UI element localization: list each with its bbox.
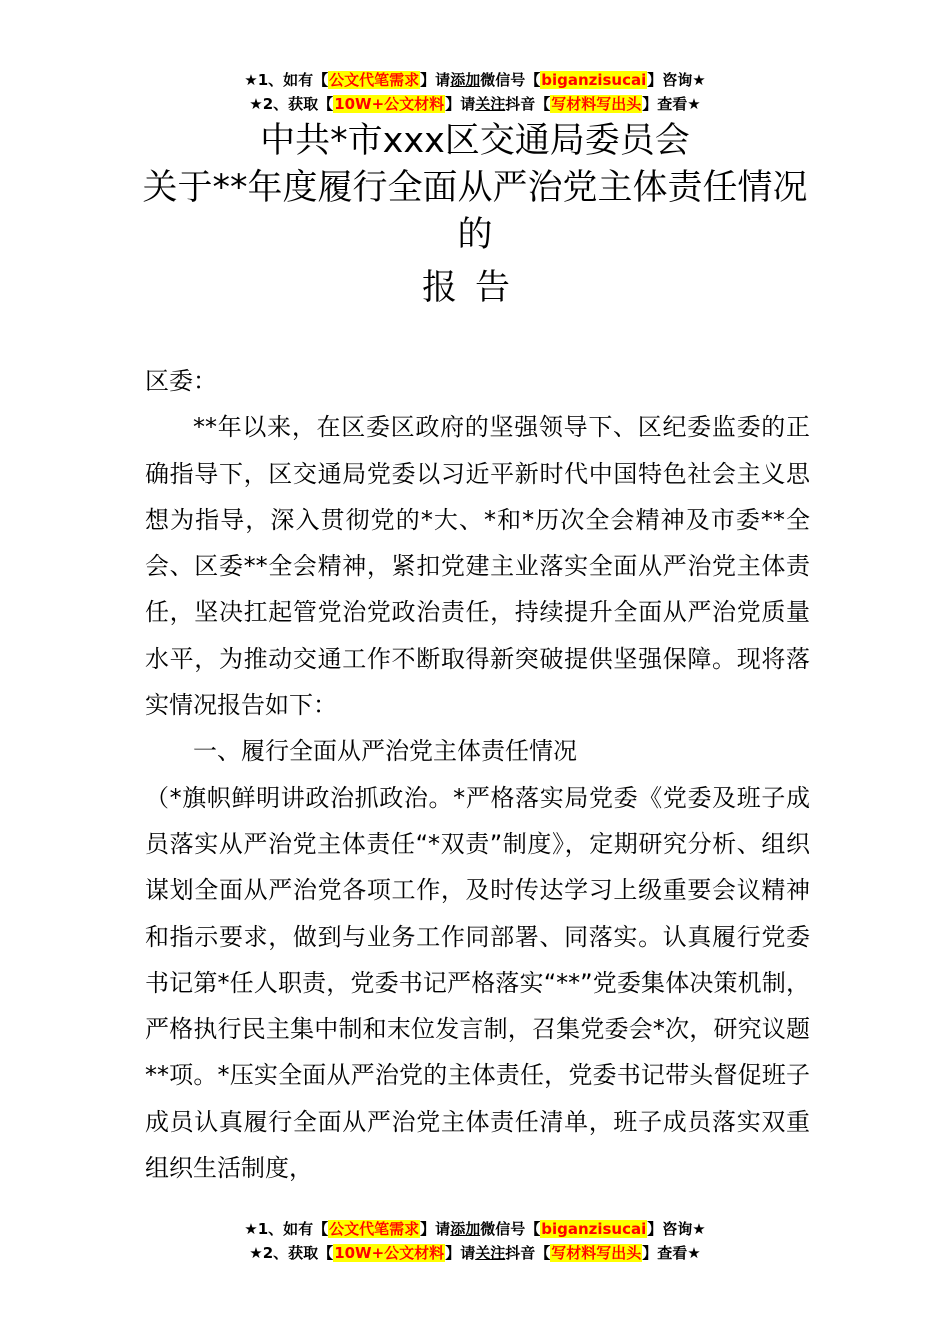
banner-text: 抖音【 — [505, 95, 551, 113]
highlight-service: 公文代笔需求 — [329, 71, 420, 89]
banner-text: 】请 — [420, 71, 451, 89]
banner-line-1 — [0, 68, 950, 92]
banner-text: ★2、获取【 — [249, 1244, 334, 1262]
banner-text: 】查看★ — [642, 95, 701, 113]
banner-text: ★1、如有【 — [244, 71, 329, 89]
underlined-text: 关注 — [475, 1244, 506, 1262]
highlight-materials: 10W+公文材料 — [334, 1244, 445, 1262]
title-line-2: 关于**年度履行全面从严治党主体责任情况 — [142, 168, 808, 208]
section-heading: 一、履行全面从严治党主体责任情况 — [193, 737, 577, 766]
underlined-text: 添加 — [450, 71, 481, 89]
highlight-wechat-id: biganzisucai — [541, 1220, 647, 1238]
banner-text: 抖音【 — [505, 1244, 551, 1262]
banner-text: 微信号【 — [480, 1220, 541, 1238]
banner-text: ★1、如有【 — [244, 1220, 329, 1238]
banner-line-1 — [0, 1217, 950, 1241]
banner-text: 】咨询★ — [647, 71, 706, 89]
title-line-3: 的 — [457, 215, 493, 255]
highlight-douyin-account: 写材料写出头 — [551, 95, 642, 113]
underlined-text: 添加 — [450, 1220, 481, 1238]
highlight-wechat-id: biganzisucai — [541, 71, 647, 89]
highlight-service: 公文代笔需求 — [329, 1220, 420, 1238]
banner-text: ★2、获取【 — [249, 95, 334, 113]
document-body — [145, 358, 810, 1191]
underlined-text: 关注 — [475, 95, 506, 113]
title-line-4: 报告 — [421, 268, 528, 308]
title-line-1: 中共*市xxx区交通局委员会 — [260, 121, 690, 161]
intro-paragraph: **年以来，在区委区政府的坚强领导下、区纪委监委的正确指导下，区交通局党委以习近平新时代中国特色社会主义思想为指导，深入贯彻党的*大、*和*历次全会精神及市委**全会、区委**全会精神，紧扣党建主业落实全面从严治党主体责任，坚决扛起管党治党政治责任，持续提升全面从严治党质量水平，为推动交通工作不断取得新突破提供坚强保障。现将落实情况报告如下： — [145, 413, 810, 720]
document-title — [0, 118, 950, 312]
footer-banner — [0, 1217, 950, 1265]
section-paragraph: （*旗帜鲜明讲政治抓政治。*严格落实局党委《党委及班子成员落实从严治党主体责任“*双责”制度》，定期研究分析、组织谋划全面从严治党各项工作，及时传达学习上级重要会议精神和指示要求，做到与业务工作同部署、同落实。认真履行党委书记第*任人职责，党委书记严格落实“**”党委集体决策机制，严格执行民主集中制和末位发言制，召集党委会*次，研究议题**项。*压实全面从严治党的主体责任，党委书记带头督促班子成员认真履行全面从严治党主体责任清单，班子成员落实双重组织生活制度， — [145, 783, 810, 1183]
banner-text: 】咨询★ — [647, 1220, 706, 1238]
banner-line-2 — [0, 92, 950, 116]
banner-text: 】请 — [445, 1244, 476, 1262]
banner-text: 】请 — [420, 1220, 451, 1238]
highlight-douyin-account: 写材料写出头 — [551, 1244, 642, 1262]
banner-text: 微信号【 — [480, 71, 541, 89]
salutation: 区委： — [145, 367, 217, 395]
highlight-materials: 10W+公文材料 — [334, 95, 445, 113]
header-banner — [0, 68, 950, 116]
banner-text: 】请 — [445, 95, 476, 113]
banner-text: 】查看★ — [642, 1244, 701, 1262]
banner-line-2 — [0, 1241, 950, 1265]
